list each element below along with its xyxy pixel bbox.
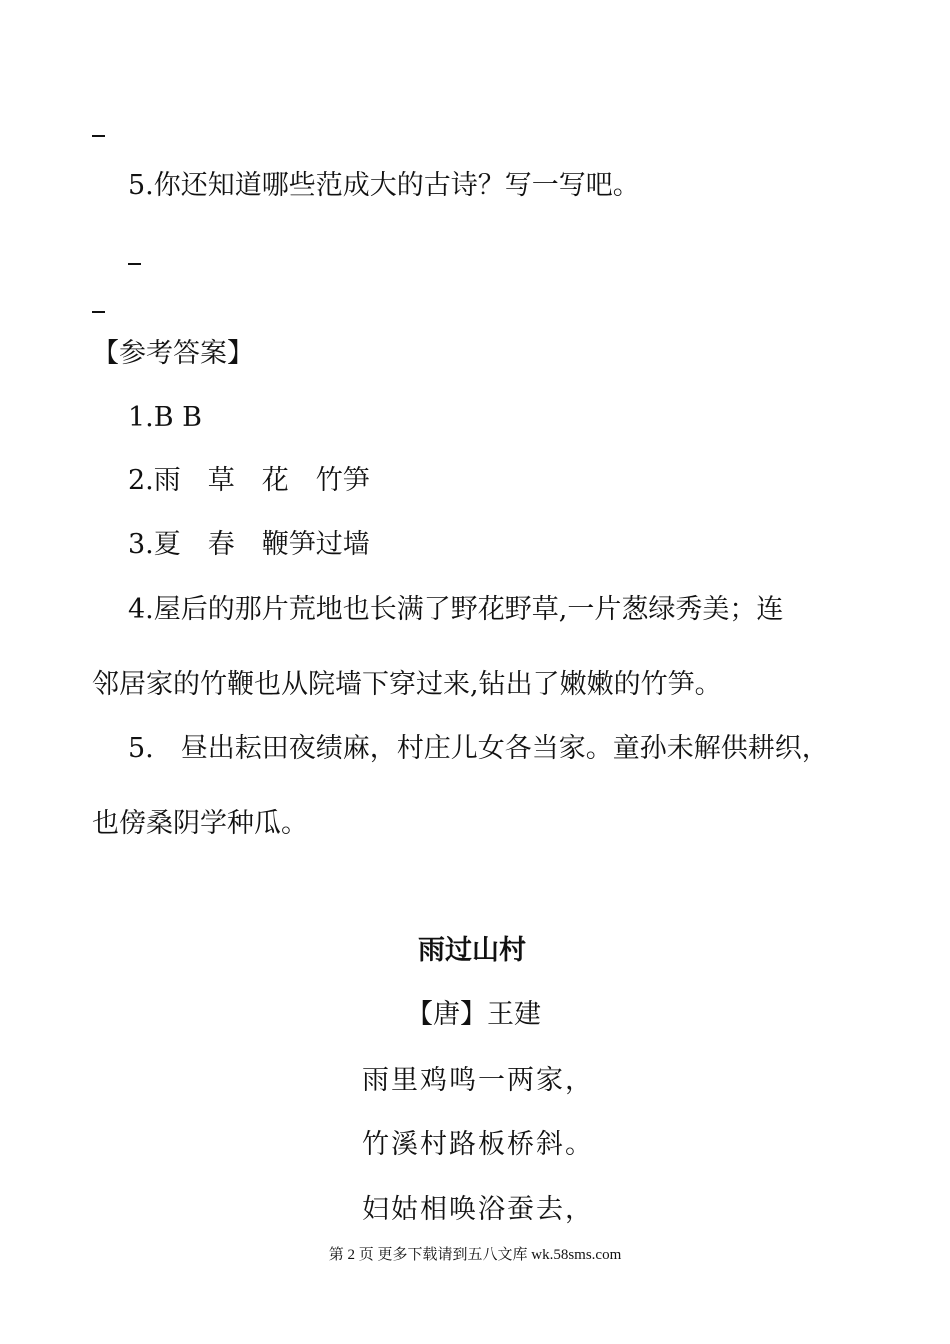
poem-line-1: 雨里鸡鸣一两家，: [362, 1065, 594, 1096]
poem-author: 【唐】王建: [406, 999, 541, 1030]
answer-blank-line: [128, 263, 141, 265]
poem-title: 雨过山村: [418, 935, 526, 966]
answer-4-line-2: 邻居家的竹鞭也从院墙下穿过来,钻出了嫩嫩的竹笋。: [92, 669, 722, 700]
poem-line-2: 竹溪村路板桥斜。: [362, 1129, 594, 1160]
question-5: 5.你还知道哪些范成大的古诗？写一写吧。: [128, 170, 640, 201]
answer-heading: 【参考答案】: [92, 338, 254, 369]
answer-4-line-1: 4.屋后的那片荒地也长满了野花野草,一片葱绿秀美；连: [128, 594, 784, 625]
poem-line-3: 妇姑相唤浴蚕去，: [362, 1194, 594, 1225]
answer-blank-line: [92, 135, 105, 137]
answer-3: 3.夏 春 鞭笋过墙: [128, 529, 370, 560]
answer-2: 2.雨 草 花 竹笋: [128, 465, 370, 496]
page-footer: 第 2 页 更多下载请到五八文库 wk.58sms.com: [328, 1247, 622, 1263]
answer-blank-line: [92, 311, 105, 313]
answer-1: 1.B B: [128, 402, 203, 433]
answer-5-line-2: 也傍桑阴学种瓜。: [92, 808, 308, 839]
answer-5-line-1: 5. 昼出耘田夜绩麻，村庄儿女各当家。童孙未解供耕织，: [128, 733, 829, 764]
